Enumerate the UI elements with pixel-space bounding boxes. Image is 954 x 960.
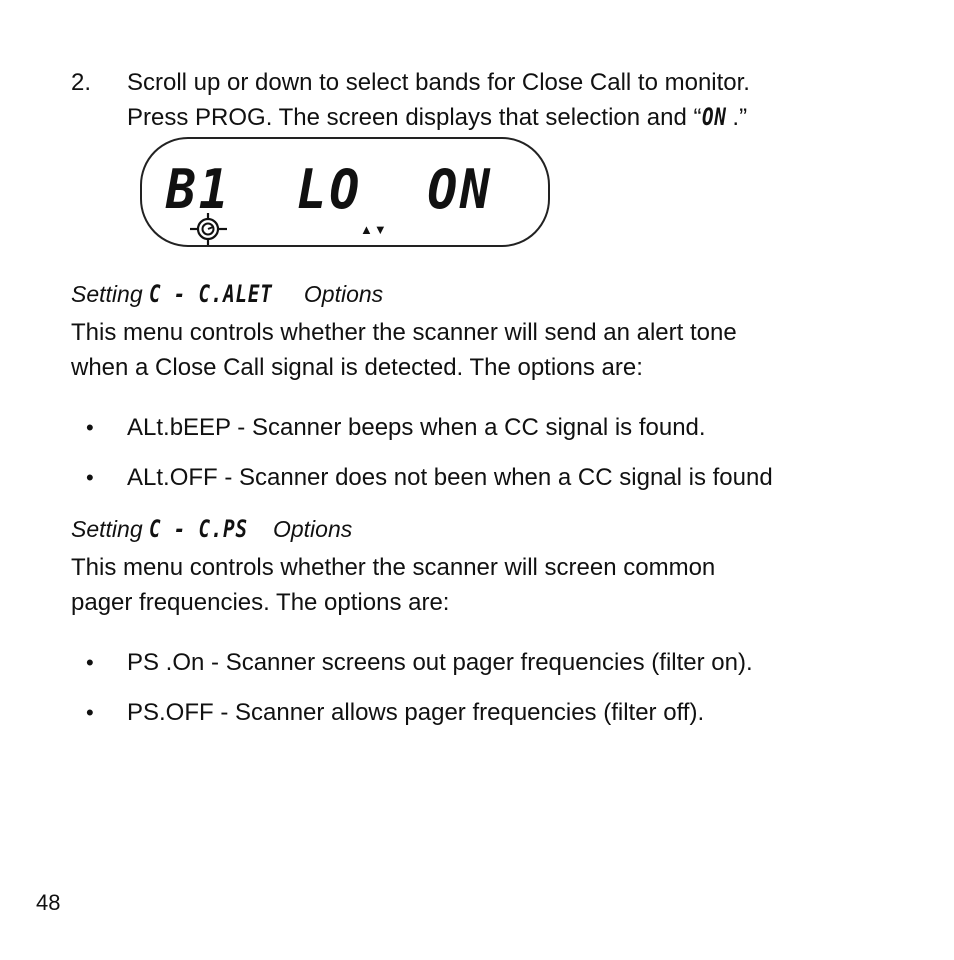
bullet-dot: • [86, 650, 94, 675]
heading-suffix: Options [303, 281, 384, 307]
section-heading-pager-screen [71, 515, 352, 543]
lcd-inline-on: ON [701, 103, 727, 131]
section-heading-alert [71, 280, 383, 308]
option-item: PS .On - Scanner screens out pager frequencies (filter on). [127, 649, 753, 676]
step-number: 2. [71, 69, 92, 96]
section-body-line-1: This menu controls whether the scanner will screen common [71, 554, 716, 581]
heading-prefix: Setting [71, 516, 143, 542]
section-body-line-2: pager frequencies. The options are: [71, 589, 450, 616]
close-call-icon [188, 210, 230, 246]
option-item: ALt.bEEP - Scanner beeps when a CC signal is found. [127, 414, 706, 441]
heading-code: C - C.ALET [149, 280, 273, 308]
heading-suffix: Options [272, 516, 353, 542]
step-line-1: Scroll up or down to select bands for Close Call to monitor. [127, 69, 750, 96]
bullet-dot: • [86, 700, 94, 725]
section-body-line-1: This menu controls whether the scanner will send an alert tone [71, 319, 737, 346]
option-item: PS.OFF - Scanner allows pager frequencies (filter off). [127, 699, 705, 726]
heading-prefix: Setting [71, 281, 143, 307]
lcd-display-segments: B1 LO ON [166, 158, 493, 221]
bullet-dot: • [86, 415, 94, 440]
step-line-2-text: Press PROG. The screen displays that selection and “ [127, 104, 702, 131]
up-down-arrows-icon: ▲▼ [360, 222, 388, 237]
bullet-dot: • [86, 465, 94, 490]
step-line-2-end: .” [732, 104, 748, 131]
page-number: 48 [36, 890, 61, 915]
section-body-line-2: when a Close Call signal is detected. The options are: [71, 354, 643, 381]
step-line-2 [127, 100, 747, 135]
heading-code: C - C.PS [149, 515, 248, 543]
option-item: ALt.OFF - Scanner does not been when a CC signal is found [127, 464, 773, 491]
